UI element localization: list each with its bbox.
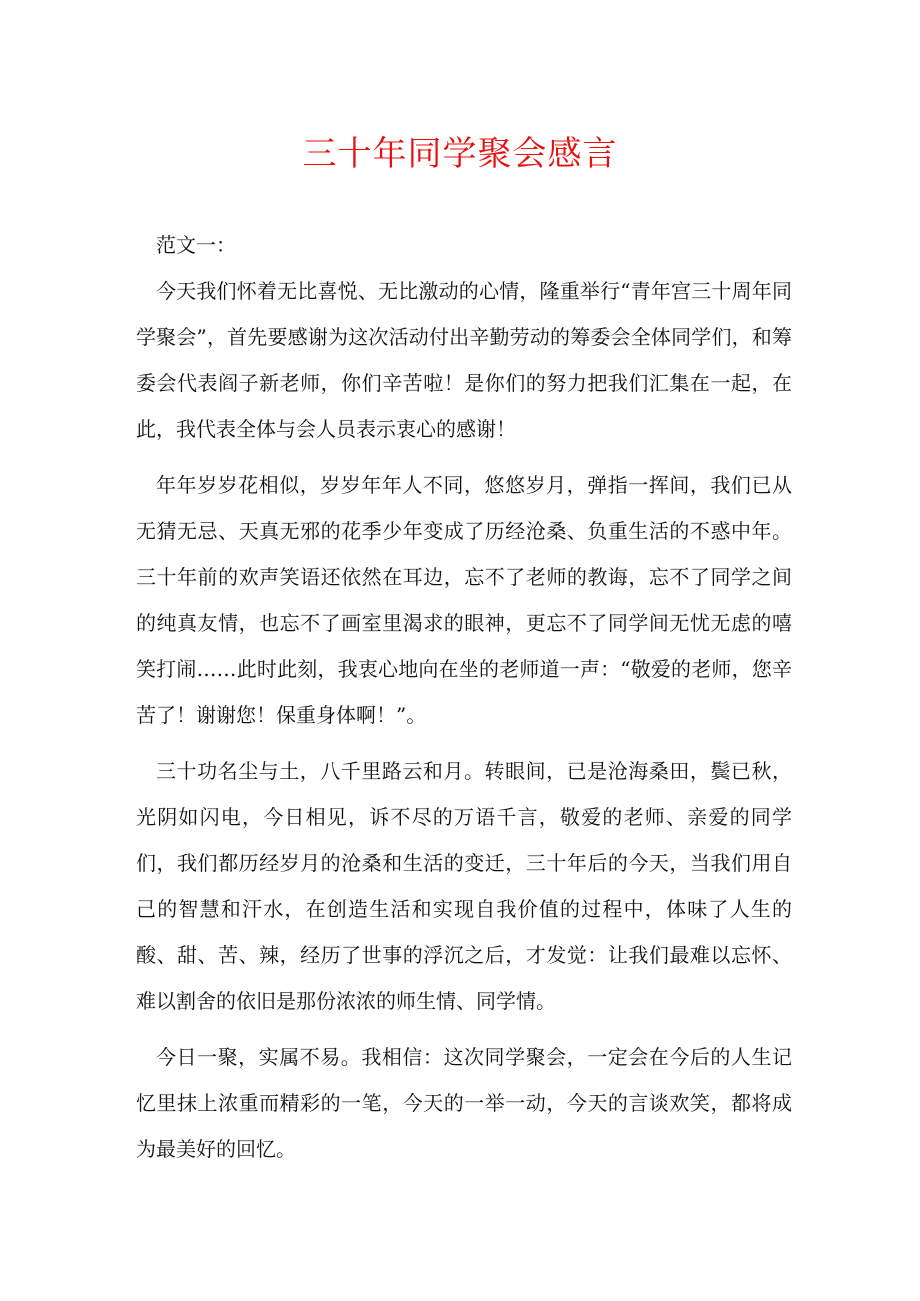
- paragraph-2: 年年岁岁花相似，岁岁年年人不同，悠悠岁月，弹指一挥间，我们已从无猜无忌、天真无邪的花季少年变成了历经沧桑、负重生活的不惑中年。三十年前的欢声笑语还依然在耳边，忘不了老师的教诲，忘不了同学之间的纯真友情，也忘不了画室里渴求的眼神，更忘不了同学间无忧无虑的嘻笑打闹……此时此刻，我衷心地向在坐的老师道一声：“敬爱的老师，您辛苦了！谢谢您！保重身体啊！”。: [136, 473, 792, 727]
- document-title: 三十年同学聚会感言: [302, 134, 618, 174]
- paragraph-4: 今日一聚，实属不易。我相信：这次同学聚会，一定会在今后的人生记忆里抹上浓重而精彩的一笔，今天的一举一动，今天的言谈欢笑，都将成为最美好的回忆。: [136, 1045, 792, 1161]
- document-body: [136, 222, 792, 1182]
- paragraph-3: 三十功名尘与土，八千里路云和月。转眼间，已是沧海桑田，鬓已秋，光阴如闪电，今日相见，诉不尽的万语千言，敬爱的老师、亲爱的同学们，我们都历经岁月的沧桑和生活的变迁，三十年后的今天，当我们用自己的智慧和汗水，在创造生活和实现自我价值的过程中，体味了人生的酸、甜、苦、辣，经历了世事的浮沉之后，才发觉：让我们最难以忘怀、难以割舍的依旧是那份浓浓的师生情、同学情。: [136, 759, 792, 1013]
- section-label: 范文一：: [156, 233, 236, 257]
- paragraph-1: 今天我们怀着无比喜悦、无比激动的心情，隆重举行“青年宫三十周年同学聚会”，首先要感谢为这次活动付出辛勤劳动的筹委会全体同学们，和筹委会代表阎子新老师，你们辛苦啦！是你们的努力把我们汇集在一起，在此，我代表全体与会人员表示衷心的感谢！: [136, 279, 792, 441]
